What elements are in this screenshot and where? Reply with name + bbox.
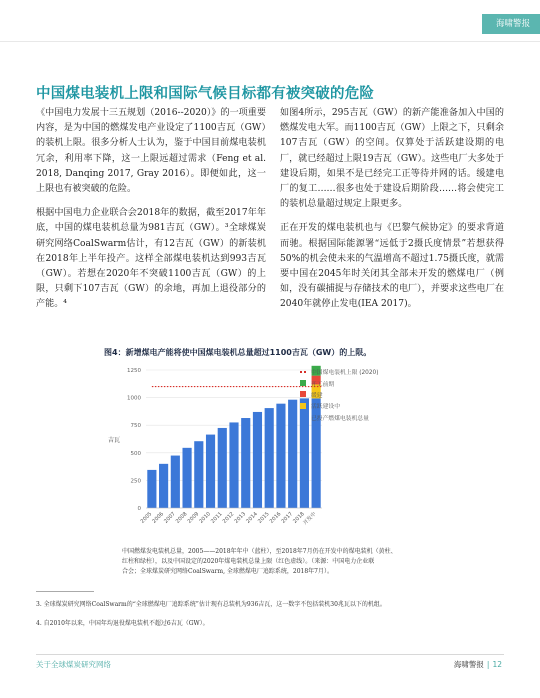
caption-line: 红柱和绿柱），以及中国设定的2020年煤电装机总量上限（红色虚线）。（来源：中国电力企业联 <box>122 558 375 565</box>
paragraph: 正在开发的煤电装机也与《巴黎气候协定》的要求背道而驰。根据国际能源署“远低于2摄氏度情景”若想获得50%的机会使未来的气温增高不超过1.75摄氏度，就需要中国在2045年时关闭其全部未开发的燃煤电厂（例如，没有碳捕捉与存储技术的电厂），并要求这些电厂在2040年就停止发电(IEA 2017)。 <box>280 223 504 310</box>
x-tick-label: 2013 <box>233 511 248 525</box>
bar-operating <box>159 464 168 508</box>
top-divider <box>0 41 540 42</box>
bar-operating <box>276 404 285 508</box>
footnotes <box>36 600 506 638</box>
y-tick-label: 750 <box>130 423 141 430</box>
legend-swatch <box>300 380 306 386</box>
bar-operating <box>218 428 227 508</box>
footnote: 3. 全球煤炭研究网络CoalSwarm的“全球燃煤电厂追踪系统”估计现有总装机为936吉瓦，这一数字不包括装机30兆瓦以下的机组。 <box>36 601 386 608</box>
legend-item-cap <box>300 366 460 377</box>
x-tick-label: 2012 <box>221 511 236 525</box>
footnote-rule <box>36 591 94 592</box>
legend-item-operating <box>300 412 460 423</box>
legend-label: 中国煤电装机上限 (2020) <box>311 370 379 377</box>
y-tick-label: 250 <box>130 478 141 485</box>
caption-line: 合会；全球煤炭研究网络CoalSwarm, 全球燃煤电厂追踪系统，2018年7月）。 <box>122 568 333 575</box>
paragraph: 如图4所示，295吉瓦（GW）的新产能准备加入中国的燃煤发电大军。而1100吉瓦（GW）上限之下，只剩余107吉瓦（GW）的空间。仅算处于活跃建设期的电厂，就已经超过上限19吉瓦（GW）。这些电厂大多处于建设后期，如果不是已经完工正等待并网的话。缓建电厂的复工……很多也处于建设后期阶段……将会使完工的装机总量超过规定上限更多。 <box>280 108 504 210</box>
legend-cap-swatch <box>300 371 306 373</box>
figure-caption <box>122 547 422 577</box>
x-tick-label: 2010 <box>198 511 212 525</box>
x-tick-label: 2005 <box>139 511 154 525</box>
x-tick-label: 2011 <box>210 511 224 525</box>
footer-separator: | <box>486 660 490 669</box>
footer-link[interactable]: 关于全球煤炭研究网络 <box>36 660 111 669</box>
body-column-left <box>36 106 266 322</box>
figure-title: 图4：新增煤电产能将使中国煤电装机总量超过1100吉瓦（GW）的上限。 <box>104 348 372 357</box>
body-column-right <box>280 106 504 322</box>
bar-operating <box>171 456 180 508</box>
legend-item-shelved <box>300 389 460 400</box>
page-title: 中国煤电装机上限和国际气候目标都有被突破的危险 <box>36 86 375 102</box>
legend-label: 缓建 <box>311 392 323 399</box>
legend-swatch <box>300 414 306 420</box>
x-tick-label: 2018 <box>292 511 306 525</box>
x-tick-label: 2007 <box>163 511 177 525</box>
footnote: 4. 自2010年以来，中国年均退役煤电装机不超过6吉瓦（GW）。 <box>36 620 209 627</box>
x-tick-label: 2008 <box>174 511 189 525</box>
chart-legend <box>300 366 460 423</box>
bar-operating <box>147 470 156 508</box>
bar-operating <box>288 400 297 508</box>
page-number: 12 <box>492 660 502 669</box>
y-tick-label: 1250 <box>127 368 141 374</box>
legend-item-construction <box>300 400 460 411</box>
y-axis-label: 吉瓦 <box>107 437 121 444</box>
bar-operating <box>194 441 203 508</box>
bar-operating <box>229 422 238 508</box>
x-tick-label: 2006 <box>151 511 166 525</box>
bar-operating <box>206 435 215 508</box>
bar-operating <box>241 418 250 508</box>
bar-operating <box>253 412 262 508</box>
bar-operating <box>265 408 274 508</box>
paragraph: 《中国电力发展十三五规划（2016--2020）》的一项重要内容，是为中国的燃煤发电产业设定了1100吉瓦（GW）的装机上限。很多分析人士认为，鉴于中国目前煤电装机冗余，利用率下降，这一上限远超过需求（Feng et al. 2018, Danqing 2017, Gray 2016）。即便如此，这一上限也有被突破的危险。 <box>36 108 266 195</box>
y-tick-label: 1000 <box>127 395 141 402</box>
legend-swatch <box>300 391 306 397</box>
paragraph: 根据中国电力企业联合会2018年的数据，截至2017年年底，中国的煤电装机总量为981吉瓦（GW）。³全球煤炭研究网络CoalSwarm估计，有12吉瓦（GW）的新装机在2018年上半年投产。这样全部煤电装机达到993吉瓦（GW）。若想在2020年不突破1100吉瓦（GW）的上限，只剩下107吉瓦（GW）的余地，再加上退役部分的产能。⁴ <box>36 208 266 310</box>
footer-divider <box>36 654 504 655</box>
legend-label: 活跃建设中 <box>311 404 340 411</box>
report-tag: 海啸警报 <box>482 14 540 34</box>
bar-operating <box>182 448 191 508</box>
x-tick-label: 开发中 <box>302 511 318 527</box>
legend-label: 开工前期 <box>311 381 335 388</box>
y-tick-label: 500 <box>130 450 141 457</box>
x-tick-label: 2017 <box>280 511 295 525</box>
x-tick-label: 2016 <box>268 511 283 525</box>
caption-line: 中国燃煤发电装机总量，2005——2018年年中（蓝柱），至2018年7月仍在开发中的煤电装机（黄柱、 <box>122 548 397 555</box>
footer-report-name: 海啸警报 <box>453 660 484 669</box>
legend-item-preconstruction <box>300 377 460 388</box>
y-tick-label: 0 <box>137 506 141 512</box>
footer-page-info <box>454 659 502 670</box>
x-tick-label: 2015 <box>257 511 271 525</box>
top-bar <box>0 0 540 42</box>
x-tick-label: 2014 <box>245 511 259 525</box>
legend-label: 已投产燃煤电装机总量 <box>311 415 369 422</box>
legend-swatch <box>300 403 306 409</box>
x-tick-label: 2009 <box>186 511 201 525</box>
